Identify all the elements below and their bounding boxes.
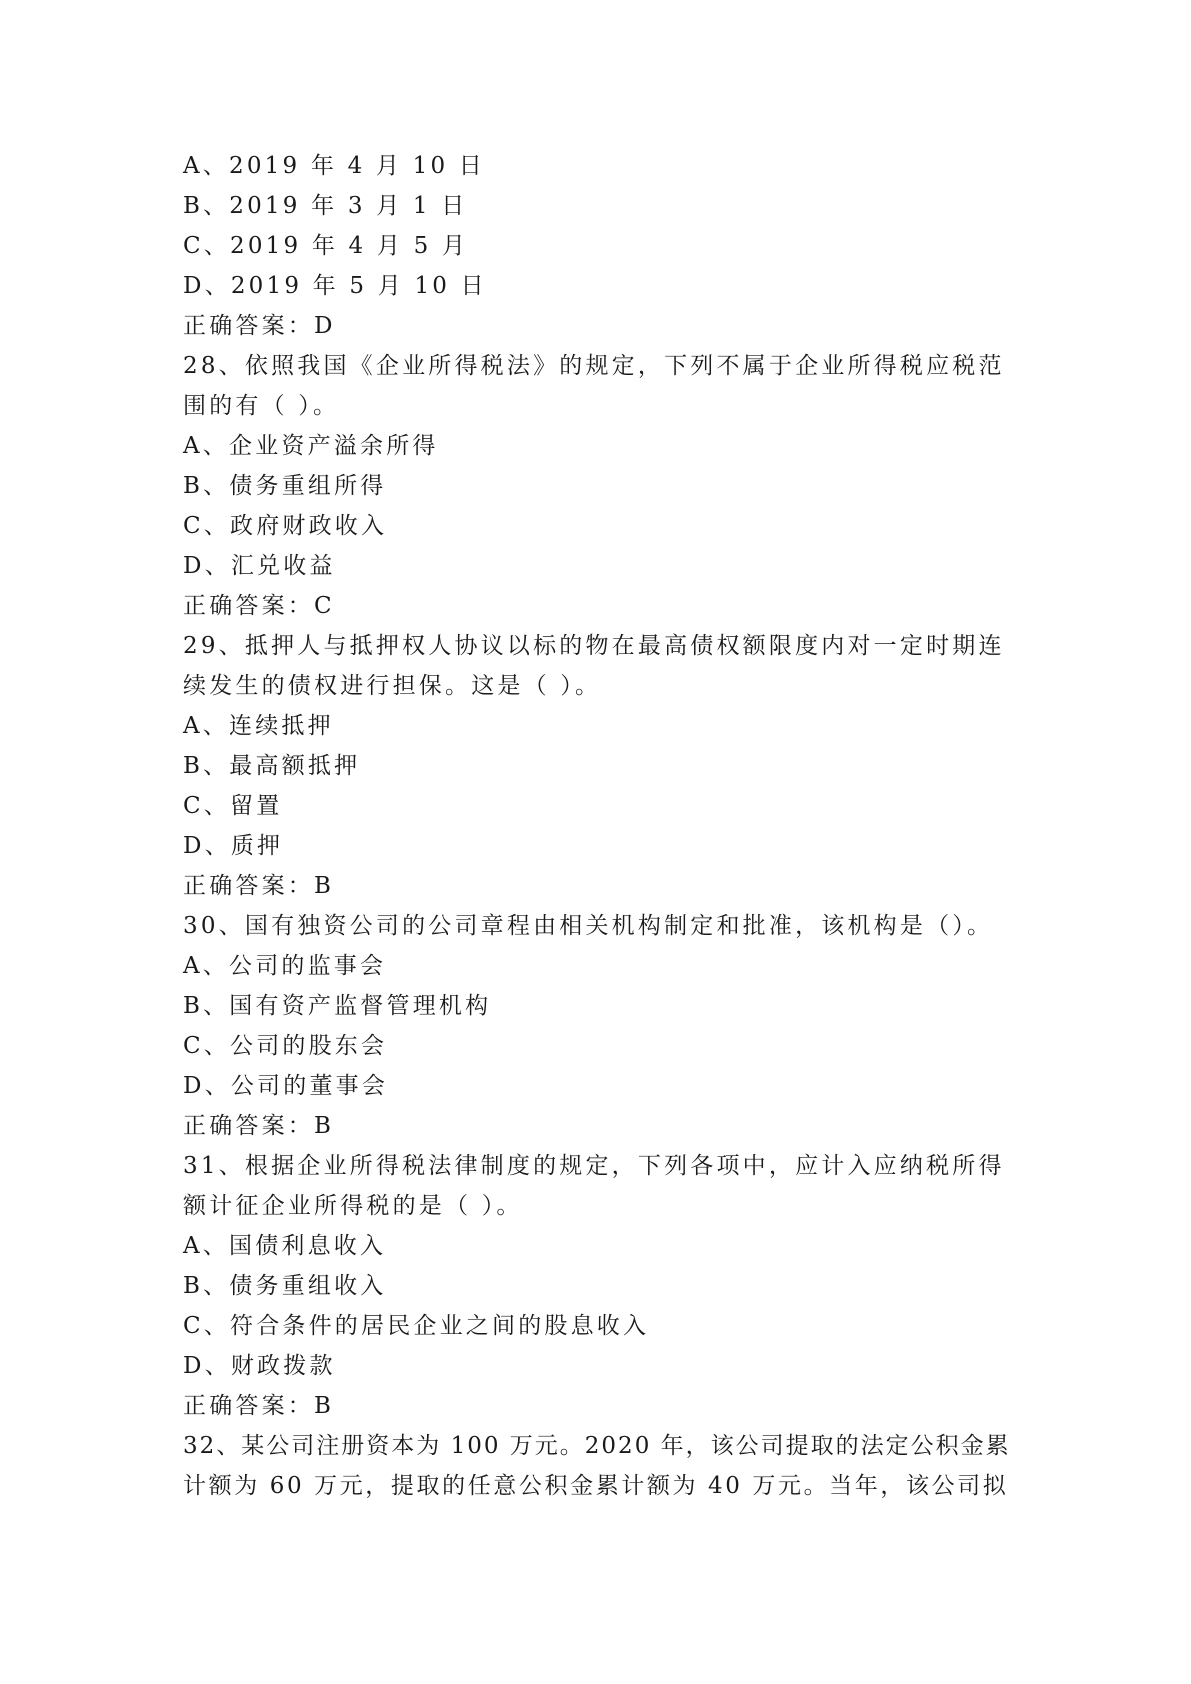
question-line: 29、抵押人与抵押权人协议以标的物在最高债权额限度内对一定时期连 [183, 633, 1005, 659]
option-line: B、债务重组收入 [183, 1273, 387, 1299]
question-line: 围的有（ ）。 [183, 393, 340, 419]
answer-line: 正确答案：B [183, 873, 335, 899]
option-line: B、债务重组所得 [183, 473, 387, 499]
option-line: B、国有资产监督管理机构 [183, 993, 492, 1019]
option-line: B、2019 年 3 月 1 日 [183, 193, 468, 219]
option-line: C、公司的股东会 [183, 1033, 388, 1059]
option-line: C、2019 年 4 月 5 月 [183, 233, 469, 259]
option-line: D、2019 年 5 月 10 日 [183, 273, 487, 299]
option-line: A、连续抵押 [183, 713, 334, 739]
question-line: 32、某公司注册资本为 100 万元。2020 年，该公司提取的法定公积金累 [183, 1433, 1011, 1459]
question-line: 28、依照我国《企业所得税法》的规定，下列不属于企业所得税应税范 [183, 353, 1005, 379]
answer-line: 正确答案：B [183, 1393, 335, 1419]
answer-line: 正确答案：B [183, 1113, 335, 1139]
option-line: A、企业资产溢余所得 [183, 433, 439, 459]
question-line: 续发生的债权进行担保。这是（ ）。 [183, 673, 602, 699]
option-line: D、质押 [183, 833, 284, 859]
question-line: 30、国有独资公司的公司章程由相关机构制定和批准，该机构是（）。 [183, 913, 994, 939]
option-line: A、2019 年 4 月 10 日 [183, 153, 485, 179]
option-line: D、财政拨款 [183, 1353, 336, 1379]
option-line: B、最高额抵押 [183, 753, 361, 779]
answer-line: 正确答案：C [183, 593, 335, 619]
option-line: D、公司的董事会 [183, 1073, 389, 1099]
answer-line: 正确答案：D [183, 313, 336, 339]
option-line: C、符合条件的居民企业之间的股息收入 [183, 1313, 650, 1339]
document-body [183, 146, 1013, 1506]
question-line: 计额为 60 万元，提取的任意公积金累计额为 40 万元。当年，该公司拟 [183, 1473, 1009, 1499]
question-line: 额计征企业所得税的是（ ）。 [183, 1193, 523, 1219]
option-line: A、国债利息收入 [183, 1233, 387, 1259]
option-line: D、汇兑收益 [183, 553, 336, 579]
option-line: A、公司的监事会 [183, 953, 387, 979]
option-line: C、留置 [183, 793, 283, 819]
question-line: 31、根据企业所得税法律制度的规定，下列各项中，应计入应纳税所得 [183, 1153, 1005, 1179]
option-line: C、政府财政收入 [183, 513, 388, 539]
